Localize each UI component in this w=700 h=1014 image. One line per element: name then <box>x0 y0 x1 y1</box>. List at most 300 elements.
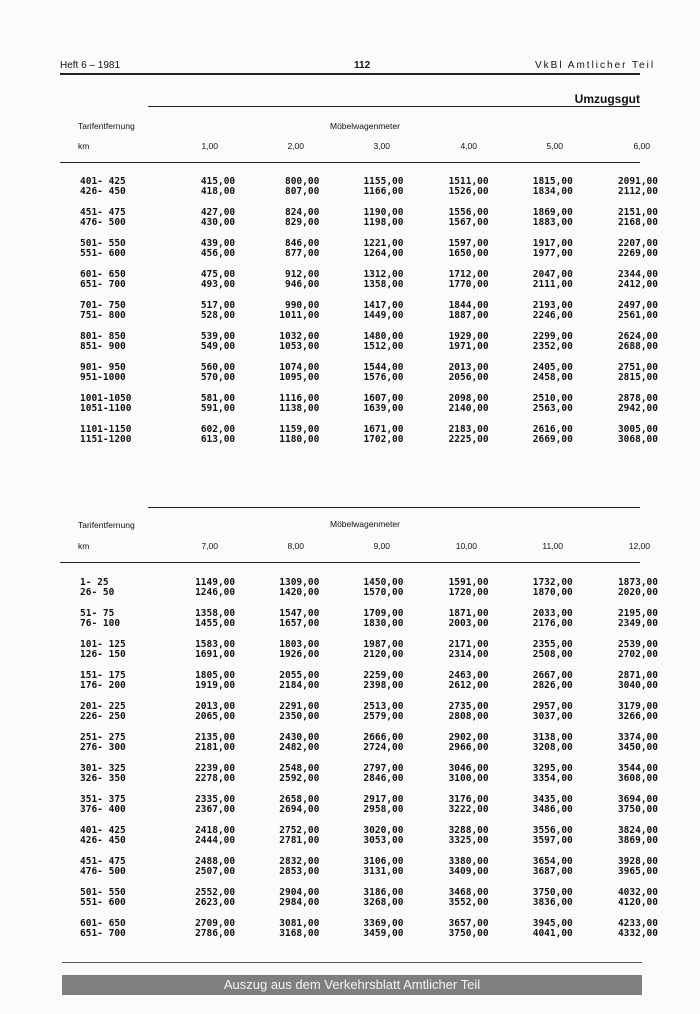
rate-cell: 1159,00 <box>279 424 320 435</box>
distance-range: 1051-1100 <box>80 403 132 414</box>
rate-cell: 2561,00 <box>617 310 658 321</box>
rate-cell: 2291,00 <box>279 701 320 712</box>
rate-cell: 2344,00 <box>617 269 658 280</box>
rate-cell: 2688,00 <box>617 341 658 352</box>
rate-cell: 1732,00 <box>532 577 573 588</box>
rate-cell: 2832,00 <box>279 856 320 867</box>
rate-cell: 1919,00 <box>195 680 236 691</box>
rate-cell: 1929,00 <box>448 331 489 342</box>
rate-cell: 475,00 <box>200 269 236 280</box>
rate-cell: 3556,00 <box>532 825 573 836</box>
distance-range: 201- 225 <box>80 701 126 712</box>
distance-range: 601- 650 <box>80 269 126 280</box>
rate-cell: 1246,00 <box>195 587 236 598</box>
column-header: 11,00 <box>542 541 563 551</box>
rate-cell: 2003,00 <box>448 618 489 629</box>
rate-cell: 1011,00 <box>279 310 320 321</box>
rate-cell: 912,00 <box>284 269 320 280</box>
rate-cell: 1312,00 <box>363 269 404 280</box>
rate-cell: 1770,00 <box>448 279 489 290</box>
rate-cell: 1309,00 <box>279 577 320 588</box>
rate-cell: 2958,00 <box>363 804 404 815</box>
rate-cell: 1803,00 <box>279 639 320 650</box>
rate-cell: 3354,00 <box>532 773 573 784</box>
rate-cell: 2510,00 <box>532 393 573 404</box>
distance-range: 301- 325 <box>80 763 126 774</box>
rate-table-2 <box>60 578 658 939</box>
rate-cell: 1155,00 <box>363 176 404 187</box>
rate-cell: 824,00 <box>284 207 320 218</box>
rate-cell: 528,00 <box>200 310 236 321</box>
column-header: 1,00 <box>201 141 218 151</box>
rate-cell: 3081,00 <box>279 918 320 929</box>
table-row <box>60 342 658 352</box>
distance-label-1: Tarifentfernung <box>78 121 135 131</box>
rate-cell: 2826,00 <box>532 680 573 691</box>
rate-cell: 1547,00 <box>279 608 320 619</box>
table-row <box>60 280 658 290</box>
rate-cell: 1887,00 <box>448 310 489 321</box>
rate-cell: 2259,00 <box>363 670 404 681</box>
rate-cell: 3750,00 <box>532 887 573 898</box>
rate-cell: 4332,00 <box>617 928 658 939</box>
distance-range: 401- 425 <box>80 825 126 836</box>
rate-cell: 1512,00 <box>363 341 404 352</box>
rate-cell: 3450,00 <box>617 742 658 753</box>
rate-cell: 2225,00 <box>448 434 489 445</box>
rate-cell: 2488,00 <box>195 856 236 867</box>
rate-cell: 2091,00 <box>617 176 658 187</box>
rate-cell: 1095,00 <box>279 372 320 383</box>
rate-cell: 2902,00 <box>448 732 489 743</box>
column-header: 10,00 <box>455 541 477 551</box>
rate-cell: 4041,00 <box>532 928 573 939</box>
rate-cell: 2112,00 <box>617 186 658 197</box>
column-header: 9,00 <box>373 541 390 551</box>
publication-title: VkBl Amtlicher Teil <box>535 60 656 71</box>
rate-cell: 2013,00 <box>448 362 489 373</box>
rate-cell: 1556,00 <box>448 207 489 218</box>
rate-cell: 3608,00 <box>617 773 658 784</box>
rate-cell: 1511,00 <box>448 176 489 187</box>
rate-cell: 1567,00 <box>448 217 489 228</box>
rate-cell: 1873,00 <box>617 577 658 588</box>
table-row <box>60 805 658 815</box>
rate-cell: 517,00 <box>200 300 236 311</box>
rate-cell: 1917,00 <box>532 238 573 249</box>
rate-cell: 1570,00 <box>363 587 404 598</box>
rate-cell: 1417,00 <box>363 300 404 311</box>
column-header: 4,00 <box>460 141 477 151</box>
rate-cell: 1450,00 <box>363 577 404 588</box>
rate-cell: 2539,00 <box>617 639 658 650</box>
rate-cell: 2098,00 <box>448 393 489 404</box>
rate-cell: 2579,00 <box>363 711 404 722</box>
issue-label: Heft 6 – 1981 <box>60 60 121 71</box>
distance-range: 76- 100 <box>80 618 121 629</box>
distance-range: 51- 75 <box>80 608 115 619</box>
distance-range: 26- 50 <box>80 587 115 598</box>
rate-cell: 829,00 <box>284 217 320 228</box>
rate-cell: 1987,00 <box>363 639 404 650</box>
rate-cell: 1358,00 <box>195 608 236 619</box>
page-number: 112 <box>354 60 371 71</box>
column-header: 8,00 <box>287 541 304 551</box>
rate-cell: 3037,00 <box>532 711 573 722</box>
rate-cell: 2246,00 <box>532 310 573 321</box>
distance-range: 426- 450 <box>80 835 126 846</box>
rate-cell: 2497,00 <box>617 300 658 311</box>
table-row <box>60 588 658 598</box>
rate-cell: 2405,00 <box>532 362 573 373</box>
distance-range: 1- 25 <box>80 577 109 588</box>
table-row <box>60 373 658 383</box>
rate-cell: 3040,00 <box>617 680 658 691</box>
distance-range: 901- 950 <box>80 362 126 373</box>
rate-cell: 2033,00 <box>532 608 573 619</box>
rate-cell: 439,00 <box>200 238 236 249</box>
rate-cell: 2412,00 <box>617 279 658 290</box>
rate-cell: 2702,00 <box>617 649 658 660</box>
rate-cell: 2808,00 <box>448 711 489 722</box>
rate-cell: 3750,00 <box>448 928 489 939</box>
rate-cell: 2176,00 <box>532 618 573 629</box>
rate-cell: 1870,00 <box>532 587 573 598</box>
rate-cell: 2507,00 <box>195 866 236 877</box>
rate-cell: 2623,00 <box>195 897 236 908</box>
rate-cell: 1971,00 <box>448 341 489 352</box>
rate-cell: 2942,00 <box>617 403 658 414</box>
rate-cell: 2458,00 <box>532 372 573 383</box>
rate-cell: 3928,00 <box>617 856 658 867</box>
rate-cell: 3106,00 <box>363 856 404 867</box>
rate-cell: 2984,00 <box>279 897 320 908</box>
rate-cell: 2871,00 <box>617 670 658 681</box>
rate-cell: 1597,00 <box>448 238 489 249</box>
rate-cell: 3325,00 <box>448 835 489 846</box>
rate-cell: 539,00 <box>200 331 236 342</box>
rate-cell: 2709,00 <box>195 918 236 929</box>
rate-cell: 3053,00 <box>363 835 404 846</box>
unit-label-2: km <box>78 541 90 551</box>
rate-cell: 2513,00 <box>363 701 404 712</box>
rate-cell: 3694,00 <box>617 794 658 805</box>
distance-range: 126- 150 <box>80 649 126 660</box>
table-row <box>60 249 658 259</box>
rate-cell: 2314,00 <box>448 649 489 660</box>
rate-cell: 1138,00 <box>279 403 320 414</box>
rate-cell: 3654,00 <box>532 856 573 867</box>
distance-range: 501- 550 <box>80 887 126 898</box>
rate-cell: 2878,00 <box>617 393 658 404</box>
distance-range: 651- 700 <box>80 279 126 290</box>
table1-header-rule <box>60 162 640 163</box>
rate-cell: 3380,00 <box>448 856 489 867</box>
rate-cell: 2140,00 <box>448 403 489 414</box>
distance-range: 376- 400 <box>80 804 126 815</box>
rate-cell: 3131,00 <box>363 866 404 877</box>
rate-cell: 2181,00 <box>195 742 236 753</box>
table-row <box>60 619 658 629</box>
rate-cell: 946,00 <box>284 279 320 290</box>
table-row <box>60 311 658 321</box>
rate-cell: 581,00 <box>200 393 236 404</box>
rate-cell: 2694,00 <box>279 804 320 815</box>
rate-cell: 1583,00 <box>195 639 236 650</box>
rate-cell: 3222,00 <box>448 804 489 815</box>
rate-cell: 1650,00 <box>448 248 489 259</box>
rate-cell: 3750,00 <box>617 804 658 815</box>
table-row <box>60 743 658 753</box>
rate-cell: 2047,00 <box>532 269 573 280</box>
rate-cell: 2135,00 <box>195 732 236 743</box>
rate-cell: 1883,00 <box>532 217 573 228</box>
rate-cell: 2957,00 <box>532 701 573 712</box>
rate-cell: 591,00 <box>200 403 236 414</box>
rate-cell: 1221,00 <box>363 238 404 249</box>
rate-cell: 3657,00 <box>448 918 489 929</box>
rate-cell: 2239,00 <box>195 763 236 774</box>
rate-cell: 3824,00 <box>617 825 658 836</box>
rate-cell: 1480,00 <box>363 331 404 342</box>
rate-cell: 493,00 <box>200 279 236 290</box>
rate-cell: 4120,00 <box>617 897 658 908</box>
rate-cell: 1805,00 <box>195 670 236 681</box>
rate-cell: 2786,00 <box>195 928 236 939</box>
rate-cell: 1639,00 <box>363 403 404 414</box>
rate-cell: 430,00 <box>200 217 236 228</box>
distance-range: 251- 275 <box>80 732 126 743</box>
rate-cell: 549,00 <box>200 341 236 352</box>
column-header: 7,00 <box>201 541 218 551</box>
column-header: 2,00 <box>287 141 304 151</box>
rate-cell: 3176,00 <box>448 794 489 805</box>
rate-cell: 2508,00 <box>532 649 573 660</box>
distance-range: 351- 375 <box>80 794 126 805</box>
table-row <box>60 898 658 908</box>
rate-cell: 3186,00 <box>363 887 404 898</box>
rate-cell: 2335,00 <box>195 794 236 805</box>
distance-range: 276- 300 <box>80 742 126 753</box>
rate-cell: 1591,00 <box>448 577 489 588</box>
rate-cell: 2013,00 <box>195 701 236 712</box>
rate-cell: 2846,00 <box>363 773 404 784</box>
rate-cell: 1116,00 <box>279 393 320 404</box>
rate-cell: 1358,00 <box>363 279 404 290</box>
distance-range: 226- 250 <box>80 711 126 722</box>
rate-cell: 2781,00 <box>279 835 320 846</box>
distance-range: 1151-1200 <box>80 434 132 445</box>
table-row <box>60 712 658 722</box>
rate-cell: 846,00 <box>284 238 320 249</box>
rate-cell: 1576,00 <box>363 372 404 383</box>
distance-range: 1101-1150 <box>80 424 132 435</box>
table-row <box>60 681 658 691</box>
rate-cell: 2111,00 <box>532 279 573 290</box>
rate-cell: 4032,00 <box>617 887 658 898</box>
rate-cell: 2444,00 <box>195 835 236 846</box>
rate-cell: 1709,00 <box>363 608 404 619</box>
rate-cell: 2624,00 <box>617 331 658 342</box>
unit-label-1: km <box>78 141 90 151</box>
rate-cell: 1869,00 <box>532 207 573 218</box>
table-row <box>60 187 658 197</box>
distance-range: 451- 475 <box>80 207 126 218</box>
rate-cell: 3459,00 <box>363 928 404 939</box>
rate-cell: 2917,00 <box>363 794 404 805</box>
distance-range: 426- 450 <box>80 186 126 197</box>
rate-cell: 2548,00 <box>279 763 320 774</box>
rate-cell: 3168,00 <box>279 928 320 939</box>
rate-cell: 3020,00 <box>363 825 404 836</box>
rate-cell: 2151,00 <box>617 207 658 218</box>
rate-cell: 415,00 <box>200 176 236 187</box>
column-header: 12,00 <box>628 541 650 551</box>
rate-cell: 3486,00 <box>532 804 573 815</box>
rate-cell: 1264,00 <box>363 248 404 259</box>
rate-cell: 2120,00 <box>363 649 404 660</box>
group-label-2: Möbelwagenmeter <box>330 519 400 529</box>
rate-cell: 2195,00 <box>617 608 658 619</box>
rate-cell: 2658,00 <box>279 794 320 805</box>
rate-cell: 3138,00 <box>532 732 573 743</box>
distance-range: 951-1000 <box>80 372 126 383</box>
distance-range: 501- 550 <box>80 238 126 249</box>
header-rule <box>60 73 640 75</box>
footer-rule <box>62 962 642 963</box>
distance-range: 101- 125 <box>80 639 126 650</box>
table-row <box>60 218 658 228</box>
rate-cell: 1074,00 <box>279 362 320 373</box>
table-row <box>60 929 658 939</box>
rate-cell: 1607,00 <box>363 393 404 404</box>
rate-cell: 3266,00 <box>617 711 658 722</box>
rate-cell: 2612,00 <box>448 680 489 691</box>
rate-cell: 2815,00 <box>617 372 658 383</box>
table2-header-rule <box>60 562 640 563</box>
rate-cell: 3836,00 <box>532 897 573 908</box>
distance-range: 851- 900 <box>80 341 126 352</box>
distance-range: 551- 600 <box>80 897 126 908</box>
rate-cell: 418,00 <box>200 186 236 197</box>
rate-cell: 2735,00 <box>448 701 489 712</box>
rate-cell: 1691,00 <box>195 649 236 660</box>
rate-cell: 1032,00 <box>279 331 320 342</box>
footer-banner: Auszug aus dem Verkehrsblatt Amtlicher Teil <box>62 975 642 995</box>
rate-cell: 3597,00 <box>532 835 573 846</box>
distance-range: 601- 650 <box>80 918 126 929</box>
rate-cell: 3409,00 <box>448 866 489 877</box>
rate-cell: 2797,00 <box>363 763 404 774</box>
column-header: 6,00 <box>633 141 650 151</box>
rate-cell: 602,00 <box>200 424 236 435</box>
rate-cell: 2751,00 <box>617 362 658 373</box>
rate-cell: 2299,00 <box>532 331 573 342</box>
rate-cell: 2207,00 <box>617 238 658 249</box>
rate-cell: 807,00 <box>284 186 320 197</box>
rate-cell: 990,00 <box>284 300 320 311</box>
rate-cell: 1712,00 <box>448 269 489 280</box>
rate-cell: 2853,00 <box>279 866 320 877</box>
rate-cell: 1180,00 <box>279 434 320 445</box>
rate-cell: 3208,00 <box>532 742 573 753</box>
rate-cell: 1830,00 <box>363 618 404 629</box>
rate-cell: 1544,00 <box>363 362 404 373</box>
rate-cell: 1420,00 <box>279 587 320 598</box>
table-row <box>60 836 658 846</box>
rate-cell: 2056,00 <box>448 372 489 383</box>
rate-cell: 560,00 <box>200 362 236 373</box>
section-rule <box>148 106 640 107</box>
distance-range: 651- 700 <box>80 928 126 939</box>
rate-cell: 3869,00 <box>617 835 658 846</box>
rate-cell: 2269,00 <box>617 248 658 259</box>
rate-cell: 2055,00 <box>279 670 320 681</box>
rate-cell: 3687,00 <box>532 866 573 877</box>
rate-cell: 1455,00 <box>195 618 236 629</box>
rate-cell: 2278,00 <box>195 773 236 784</box>
rate-cell: 1871,00 <box>448 608 489 619</box>
rate-cell: 2966,00 <box>448 742 489 753</box>
rate-cell: 2616,00 <box>532 424 573 435</box>
rate-cell: 2752,00 <box>279 825 320 836</box>
rate-cell: 2184,00 <box>279 680 320 691</box>
rate-cell: 2349,00 <box>617 618 658 629</box>
distance-range: 476- 500 <box>80 866 126 877</box>
distance-range: 801- 850 <box>80 331 126 342</box>
rate-cell: 1198,00 <box>363 217 404 228</box>
rate-cell: 3965,00 <box>617 866 658 877</box>
distance-range: 176- 200 <box>80 680 126 691</box>
rate-cell: 2183,00 <box>448 424 489 435</box>
rate-cell: 3100,00 <box>448 773 489 784</box>
table-row <box>60 650 658 660</box>
distance-range: 476- 500 <box>80 217 126 228</box>
rate-cell: 3005,00 <box>617 424 658 435</box>
rate-cell: 2669,00 <box>532 434 573 445</box>
rate-cell: 3179,00 <box>617 701 658 712</box>
table-row <box>60 867 658 877</box>
rate-cell: 2418,00 <box>195 825 236 836</box>
rate-cell: 800,00 <box>284 176 320 187</box>
rate-cell: 2724,00 <box>363 742 404 753</box>
rate-cell: 2350,00 <box>279 711 320 722</box>
rate-cell: 1671,00 <box>363 424 404 435</box>
distance-range: 751- 800 <box>80 310 126 321</box>
distance-range: 551- 600 <box>80 248 126 259</box>
rate-cell: 2355,00 <box>532 639 573 650</box>
distance-label-2: Tarifentfernung <box>78 520 135 530</box>
rate-cell: 2430,00 <box>279 732 320 743</box>
rate-cell: 1190,00 <box>363 207 404 218</box>
rate-cell: 2398,00 <box>363 680 404 691</box>
rate-cell: 570,00 <box>200 372 236 383</box>
rate-cell: 3945,00 <box>532 918 573 929</box>
rate-cell: 1702,00 <box>363 434 404 445</box>
rate-cell: 427,00 <box>200 207 236 218</box>
table2-top-rule <box>148 507 640 508</box>
rate-cell: 3295,00 <box>532 763 573 774</box>
rate-cell: 613,00 <box>200 434 236 445</box>
rate-cell: 3369,00 <box>363 918 404 929</box>
rate-table-1 <box>60 177 658 445</box>
rate-cell: 1844,00 <box>448 300 489 311</box>
rate-cell: 3552,00 <box>448 897 489 908</box>
rate-cell: 3046,00 <box>448 763 489 774</box>
rate-cell: 3288,00 <box>448 825 489 836</box>
rate-cell: 1166,00 <box>363 186 404 197</box>
rate-cell: 1720,00 <box>448 587 489 598</box>
